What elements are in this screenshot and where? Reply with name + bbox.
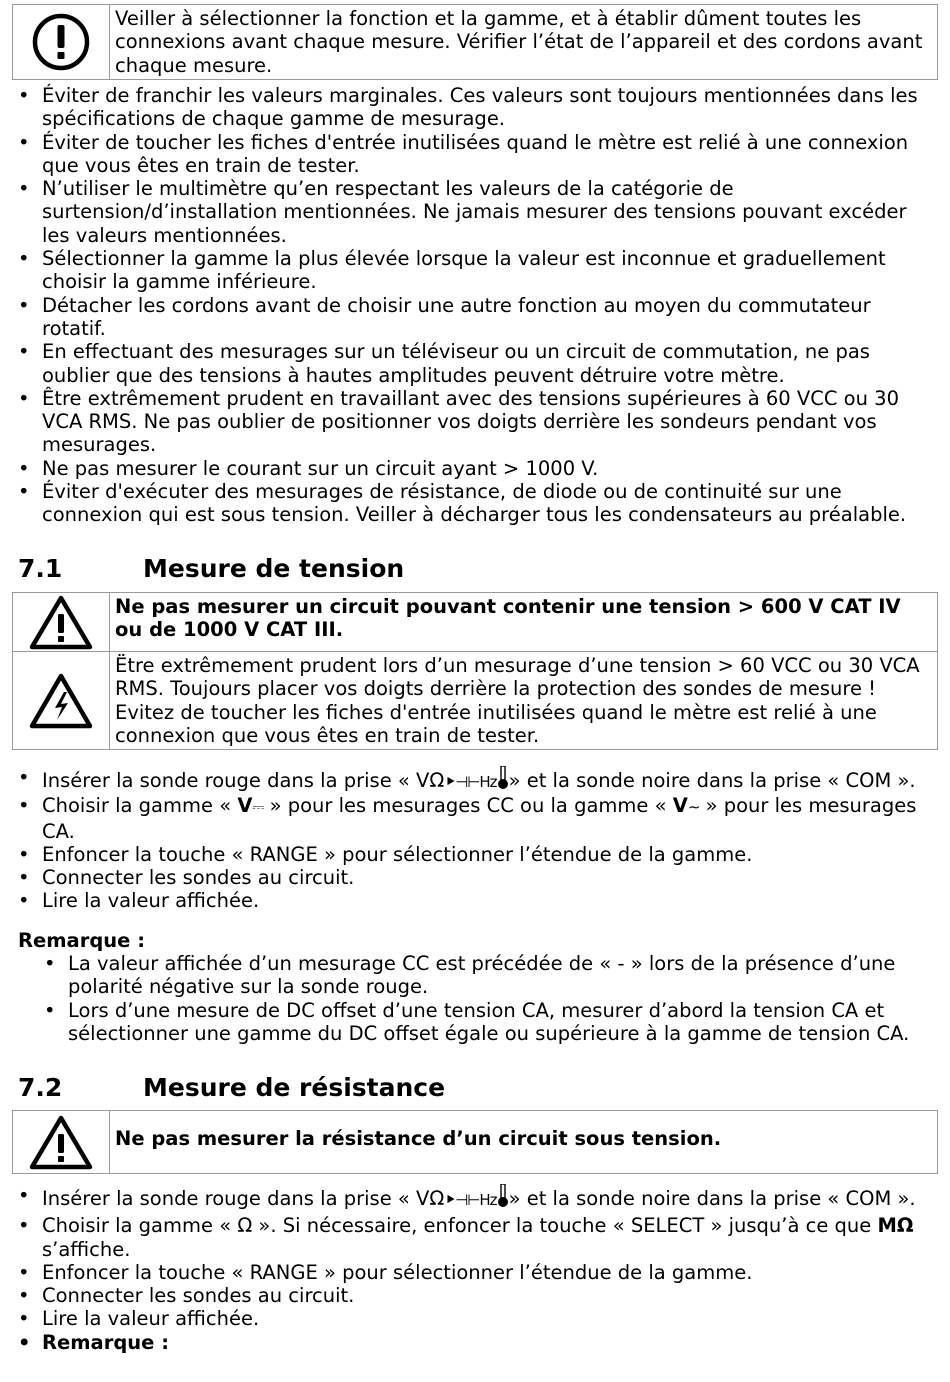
warning-cell [13,1111,110,1174]
caution-text: Veiller à sélectionner la fonction et la gamme, et à établir dûment toutes les connexions avant chaque mesure. Vérifier l’état de l’appareil et des cordons avant chaque mesure. [110,5,938,80]
thermometer-icon [497,1184,509,1206]
list-item: • Lire la valeur affichée. [0,889,935,912]
step-text: Choisir la gamme « [42,794,238,818]
list-item: • Enfoncer la touche « RANGE » pour sélectionner l’étendue de la gamme. [0,843,935,866]
list-item: • En effectuant des mesurages sur un téléviseur ou un circuit de commutation, ne pas oublier que des tensions à hautes amplitudes peuvent détruire votre mètre. [0,340,935,387]
warning-triangle-icon [28,1114,94,1170]
step-text: Choisir la gamme « Ω ». Si nécessaire, enfoncer la touche « SELECT » jusqu’à ce que [42,1214,878,1238]
list-item: • Connecter les sondes au circuit. [0,866,935,889]
list-item: • Lire la valeur affichée. [0,1307,935,1330]
voltage-steps-list [0,766,935,913]
remark-label: Remarque : [18,929,145,952]
step-text: s’affiche. [42,1237,131,1261]
general-safety-list [0,84,935,527]
section-number: 7.2 [18,1073,63,1102]
list-item [0,1184,935,1212]
list-item: • Lors d’une mesure de DC offset d’une tension CA, mesurer d’abord la tension CA et sélectionner une gamme du DC offset égale ou supérieure à la gamme de tension CA. [0,999,935,1046]
list-item: • Ne pas mesurer le courant sur un circuit ayant > 1000 V. [0,457,935,480]
step-text: Insérer la sonde rouge dans la prise « VΩ [42,769,445,792]
resistance-warning-box [12,1110,938,1174]
step-text: » pour les mesurages CA. [42,794,917,843]
list-item: • Remarque : [0,1331,935,1354]
list-item: • La valeur affichée d’un mesurage CC est précédée de « - » lors de la présence d’une polarité négative sur la sonde rouge. [0,952,935,999]
section-heading-7-2 [18,1073,445,1103]
step-text: » pour les mesurages CC ou la gamme « [263,794,673,818]
volt-label: V [237,794,253,818]
warning-triangle-icon [28,594,94,650]
voltage-remarks-list [0,952,935,1045]
list-item: • Enfoncer la touche « RANGE » pour sélectionner l’étendue de la gamme. [0,1261,935,1284]
dc-symbol-icon: ⎓ [252,798,264,817]
shock-warning-text: Ëtre extrêmement prudent lors d’un mesurage d’une tension > 60 VCC ou 30 VCA RMS. Toujours placer vos doigts derrière la protection des sondes de mesure ! Evitez de toucher les fiches d'entrée inutilisées quand le mètre est relié à une connexion que vous êtes en train de tester. [110,652,938,750]
caution-cell [13,5,110,80]
resistance-steps-list [0,1184,935,1354]
list-item [0,794,935,843]
section-title: Mesure de tension [143,554,405,583]
diode-capacitor-hz-symbol: ⯈⊣⊢Hz [444,1191,497,1209]
diode-capacitor-hz-symbol: ⯈⊣⊢Hz [444,773,497,791]
list-item: • Être extrêmement prudent en travaillant avec des tensions supérieures à 60 VCC ou 30 VCA RMS. Ne pas oublier de positionner vos doigts derrière les sondeurs pendant vos mesurages. [0,387,935,457]
warning-text: Ne pas mesurer la résistance d’un circuit sous tension. [110,1111,938,1174]
voltage-warning-box [12,592,938,750]
thermometer-icon [497,766,509,788]
electric-shock-icon [28,672,94,730]
megaohm-label: MΩ [877,1214,914,1238]
step-text: » et la sonde noire dans la prise « COM ». [508,769,916,792]
section-number: 7.1 [18,554,63,583]
step-text: Insérer la sonde rouge dans la prise « VΩ [42,1187,445,1210]
volt-label: V [672,794,688,818]
list-item [0,766,935,794]
step-text: » et la sonde noire dans la prise « COM ». [508,1187,916,1210]
list-item: • Éviter de franchir les valeurs marginales. Ces valeurs sont toujours mentionnées dans les spécifications de chaque gamme de mesurage. [0,84,935,131]
shock-cell [13,652,110,750]
section-heading-7-1 [18,554,404,584]
warning-text: Ne pas mesurer un circuit pouvant contenir une tension > 600 V CAT IV ou de 1000 V CAT III. [110,593,938,652]
section-title: Mesure de résistance [143,1073,446,1102]
warning-cell [13,593,110,652]
ac-symbol-icon: ∼ [687,798,700,817]
list-item [0,1214,935,1261]
list-item: • Éviter d'exécuter des mesurages de résistance, de diode ou de continuité sur une connexion qui est sous tension. Veiller à décharger tous les condensateurs au préalable. [0,480,935,527]
list-item: • Éviter de toucher les fiches d'entrée inutilisées quand le mètre est relié à une connexion que vous êtes en train de tester. [0,131,935,178]
caution-box [12,4,938,80]
list-item: • N’utiliser le multimètre qu’en respectant les valeurs de la catégorie de surtension/d’installation mentionnées. Ne jamais mesurer des tensions pouvant excéder les valeurs mentionnées. [0,177,935,247]
list-item: • Connecter les sondes au circuit. [0,1284,935,1307]
list-item: • Sélectionner la gamme la plus élevée lorsque la valeur est inconnue et graduellement choisir la gamme inférieure. [0,247,935,294]
exclamation-circle-icon [31,12,91,72]
list-item: • Détacher les cordons avant de choisir une autre fonction au moyen du commutateur rotatif. [0,294,935,341]
